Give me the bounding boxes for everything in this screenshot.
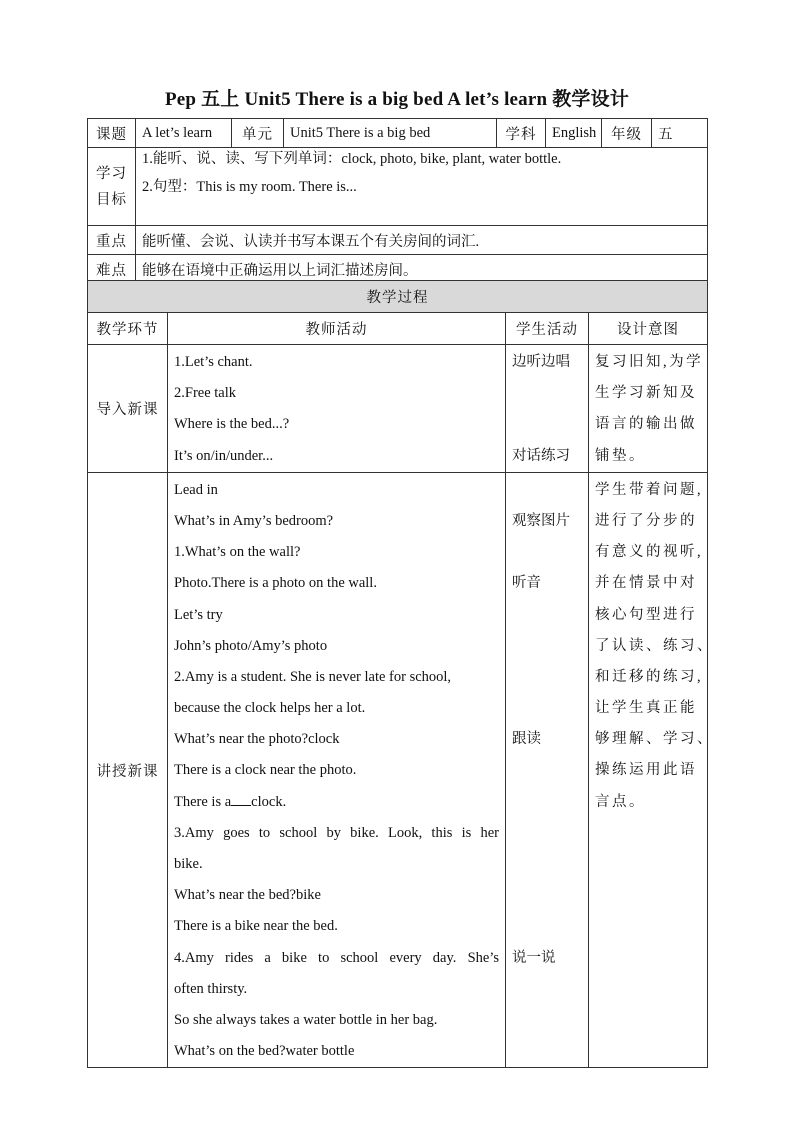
teacher-line: It’s on/in/under... [174,447,274,464]
col-intent-header: 设计意图 [589,313,708,345]
student-line [512,755,582,786]
intent-line: 学生带着问题, [595,481,704,498]
student-line: 边听边唱 [512,354,570,370]
student-line [512,631,582,662]
key-points-text: 能听懂、会说、认读并书写本课五个有关房间的词汇. [136,226,708,255]
intent-line: 语言的输出做 [595,416,697,433]
student-line: 说一说 [512,949,556,966]
process-column-headers [88,313,708,345]
difficulties-label: 难点 [88,255,136,284]
col-stage-header: 教学环节 [88,313,168,345]
intent-line: 言点。 [595,793,646,810]
stage-intro: 导入新课 [88,345,168,473]
process-title: 教学过程 [88,281,708,313]
teacher-line: because the clock helps her a lot. [174,700,366,717]
teacher-line: What’s in Amy’s bedroom? [174,512,334,529]
teacher-line: So she always takes a water bottle in her bag. [174,1011,438,1028]
student-line: 观察图片 [512,512,570,529]
teacher-line: There is a bike near the bed. [174,918,338,935]
difficulties-text: 能够在语境中正确运用以上词汇描述房间。 [136,255,708,284]
teacher-activity-intro [168,345,506,473]
intent-line: 铺垫。 [595,447,646,464]
teacher-line-blank [174,787,499,818]
process-row-intro [88,345,708,473]
col-student-header: 学生活动 [506,313,589,345]
objective-line-1: 1.能听、说、读、写下列单词：clock, photo, bike, plant, water bottle. [142,151,562,167]
stage-teaching: 讲授新课 [88,472,168,1068]
teacher-line: Let’s try [174,606,223,623]
student-line [512,880,582,911]
student-line: 对话练习 [512,447,570,464]
student-line: 跟读 [512,731,541,748]
objectives-label [88,148,136,226]
intent-line: 核心句型进行 [595,606,697,623]
teacher-line: Where is the bed...? [174,416,290,433]
student-line [512,787,582,818]
teacher-line: bike. [174,856,203,872]
student-line: 听音 [512,575,541,592]
teacher-line: 1.What’s on the wall? [174,544,301,561]
student-activity-teaching [506,472,589,1068]
info-row [88,119,708,148]
objective-line-2: 2.句型：This is my room. There is... [142,179,357,195]
grade-value: 五 [652,119,708,148]
key-points-label: 重点 [88,226,136,255]
student-line [512,600,582,631]
fill-blank-suffix: clock. [251,793,287,810]
student-line [512,537,582,568]
teacher-activity-teaching [168,472,506,1068]
teacher-line: 2.Amy is a student. She is never late for school, [174,668,452,685]
student-line [512,475,582,506]
objectives-label-2: 目标 [96,191,127,208]
student-activity-intro [506,345,589,473]
student-line [512,693,582,724]
teacher-line: Lead in [174,481,218,498]
process-table [87,280,714,1068]
intent-line: 操练运用此语 [595,762,697,779]
intent-line: 生学习新知及 [595,385,697,402]
teacher-line: 3.Amy goes to school by bike. Look, this is her [174,824,499,841]
teacher-line: What’s on the bed?water bottle [174,1043,355,1060]
teacher-line: 2.Free talk [174,385,237,402]
student-line [512,378,582,409]
design-intent-intro [589,345,708,473]
process-row-teaching [88,472,708,1068]
intent-line: 够理解、学习、 [595,731,714,748]
teacher-line: often thirsty. [174,980,248,997]
intent-line: 了认读、练习、 [595,637,714,654]
student-line [512,818,582,849]
col-teacher-header: 教师活动 [168,313,506,345]
document-title: Pep 五上 Unit5 There is a big bed A let’s learn 教学设计 [164,89,630,110]
subject-value: English [546,119,602,148]
design-intent-teaching [589,472,714,1068]
subject-label: 学科 [497,119,546,148]
topic-value: A let’s learn [136,119,232,148]
unit-label: 单元 [232,119,284,148]
fill-blank-prefix: There is a [174,793,232,810]
student-line [512,409,582,440]
intent-line: 让学生真正能 [595,700,697,717]
student-line [512,849,582,880]
student-line [512,911,582,942]
student-line [512,662,582,693]
intent-line: 复习旧知,为学 [595,354,704,370]
intent-line: 并在情景中对 [595,575,697,592]
key-points-row [88,226,708,255]
topic-label: 课题 [88,119,136,148]
info-table [87,118,708,284]
teacher-line: 4.Amy rides a bike to school every day. She’s [174,949,499,966]
intent-line: 进行了分步的 [595,512,697,529]
teacher-line: What’s near the photo?clock [174,731,340,748]
teacher-line: There is a clock near the photo. [174,762,357,779]
teacher-line: John’s photo/Amy’s photo [174,637,328,654]
objectives-label-1: 学习 [96,165,127,182]
intent-line: 有意义的视听, [595,544,704,561]
teacher-line: 1.Let’s chant. [174,354,253,370]
unit-value: Unit5 There is a big bed [284,119,497,148]
grade-label: 年级 [602,119,652,148]
teacher-line: What’s near the bed?bike [174,887,321,904]
fill-blank-line [231,793,251,806]
teacher-line: Photo.There is a photo on the wall. [174,575,377,592]
intent-line: 和迁移的练习, [595,668,704,685]
objectives-row [88,148,708,226]
objectives-content [136,148,708,226]
